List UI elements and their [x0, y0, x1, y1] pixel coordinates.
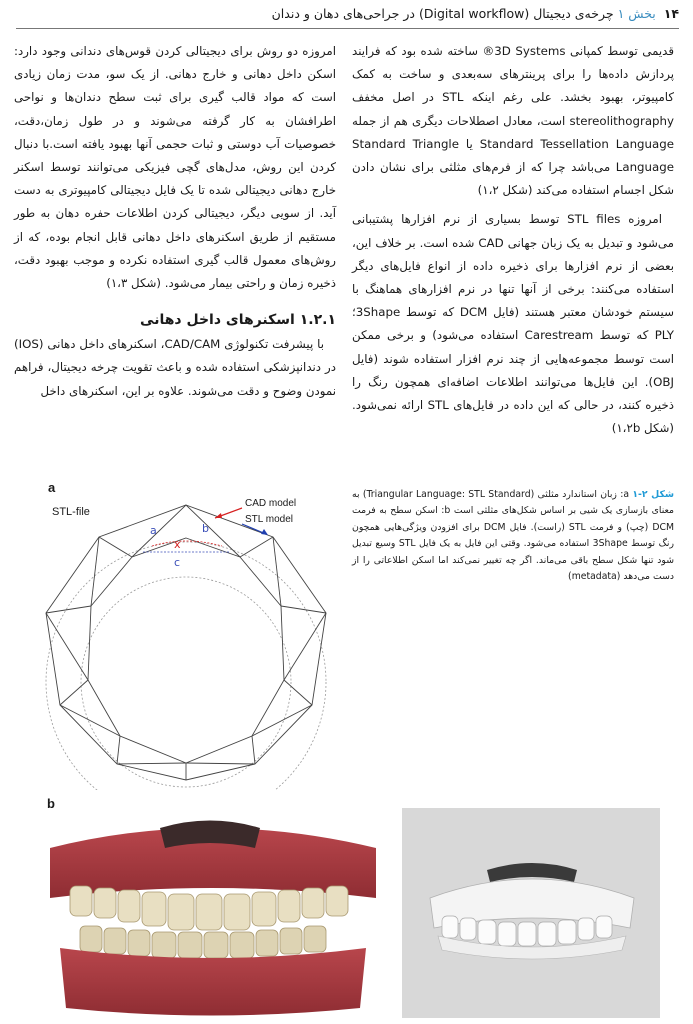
stl-file-label: STL-file	[52, 506, 90, 518]
cad-arrowhead	[215, 513, 222, 518]
section-heading: ۱.۲.۱ اسکنرهای داخل دهانی	[140, 312, 336, 329]
header-section: بخش ۱	[617, 6, 656, 21]
edge-label-b: b	[202, 522, 209, 535]
stl-white-denture-scan-icon	[402, 808, 660, 1018]
cad-circle-inner	[81, 577, 291, 787]
dcm-denture-scan-image	[40, 808, 386, 1018]
stl-diagram	[40, 480, 340, 790]
page-number: ۱۴	[663, 6, 679, 21]
stl-denture-scan-image	[402, 808, 660, 1018]
left-paragraph-1: امروزه دو روش برای دیجیتالی کردن قوس‌های دندانی وجود دارد: اسکن داخل دهانی و خارج دهانی. از یک سو، مدت زمان زیادی است که مواد قالب گیری برای ثبت سطح دندان‌ها و نواحی اطرافشان به کار گرفته می‌شوند و در طول زمان،دقت، خصوصیات آب دوستی و ثبات حجمی آنها بهبود یافته است.با دنبال کردن این روش، مدل‌های گچی فیزیکی می‌توانند توسط اسکنر خارج دهانی دیجیتالی شده تا یک فایل دیجیتالی کامپیوتری به دست آید. از سویی دیگر، دیجیتالی کردن اطلاعات حفره دهان به طور مستقیم از طریق اسکنرهای داخل دهانی قابل انجام بوده، که از روش‌های معمول قالب گیری استفاده نکرده و موجب بهبود دقت، ذخیره زمان و راحتی بیمار می‌شود. (شکل ۱،۳)	[14, 44, 336, 291]
left-paragraph-2: با پیشرفت تکنولوژی CAD/CAM، اسکنرهای داخل دهانی (IOS) در دندانپزشکی استفاده شده و باعث تقویت چرخه دیجیتال، فراهم نمودن وضوح و دقت می‌شوند. علاوه بر این، اسکنرهای داخل	[14, 337, 336, 398]
edge-label-x: x	[174, 538, 181, 551]
cad-circle-outer	[46, 542, 326, 790]
panel-label-a: a	[48, 480, 56, 495]
legend-cad-model: CAD model	[245, 498, 297, 509]
left-column	[14, 40, 336, 403]
panel-label-b: b	[47, 796, 55, 811]
figure-caption	[352, 487, 674, 585]
stl-mesh	[46, 505, 326, 780]
header-title: چرخه‌ی دیجیتال (Digital workflow) در جراحی‌های دهان و دندان	[271, 6, 614, 21]
legend-stl-model: STL model	[245, 514, 293, 525]
caption-text: a: زبان استاندارد مثلثی (Triangular Language: STL Standard) به معنای بازسازی یک شیی بر اساس شکل‌های مثلثی است b: اسکن سطح به فرمت DCM (چپ) و فرمت STL (راست). فایل DCM برای افزودن ویژگی‌هایی همچون رنگ توسط 3Shape استفاده می‌شود. وقتی این فایل به یک فایل STL وسیع تبدیل شود تنها شکل سطح باقی می‌ماند. اگر چه تغییر نمی‌کند اما اسکن اطلاعاتی را از دست می‌دهد (metadata)	[352, 489, 674, 583]
dcm-color-denture-scan-icon	[40, 808, 386, 1018]
right-column	[352, 40, 674, 440]
caption-label: شکل ۲-۱	[632, 489, 674, 500]
edge-label-c: c	[174, 556, 181, 569]
figure-a	[40, 480, 340, 790]
right-paragraph-2: امروزه STL files توسط بسیاری از نرم افزارها پشتیبانی می‌شود و تبدیل به یک زبان جهانی CAD شده است. بر خلاف این، بعضی از نرم افزارها برای ذخیره داده از انواع فایل‌های دیگر استفاده می‌کنند: برخی از آنها تنها در نرم افزارهای هماهنگ با سیستم خودشان معتبر هستند (فایل DCM که توسط 3Shape؛ PLY که توسط Carestream استفاده می‌شود) و برخی ممکن است توسط مجموعه‌هایی از چند نرم افزار استفاده شوند (فایل OBJ). این فایل‌ها می‌توانند اطلاعات اضافه‌ای همچون رنگ را ذخیره کنند، در حالی که این داده در فایل‌های STL ارائه نمی‌شود. (شکل ۱،۲b)	[352, 212, 675, 436]
running-header	[16, 0, 679, 29]
right-paragraph-1: قدیمی توسط کمپانی 3D Systems® ساخته شده بود که فرایند پردازش داده‌ها را برای پرینترهای سه‌بعدی و ساخت به کمک کامپیوتر، بهبود بخشد. علی رغم اینکه STL در اصل مخفف stereolithography است، معادل اصطلاحات دیگری هم از جمله Standard Tessellation Language یا Standard Triangle Language می‌باشد چرا که از فرم‌های مثلثی برای نشان دادن شکل اجسام استفاده می‌کند (شکل ۱،۲)	[352, 44, 675, 198]
edge-label-a: a	[150, 524, 157, 537]
